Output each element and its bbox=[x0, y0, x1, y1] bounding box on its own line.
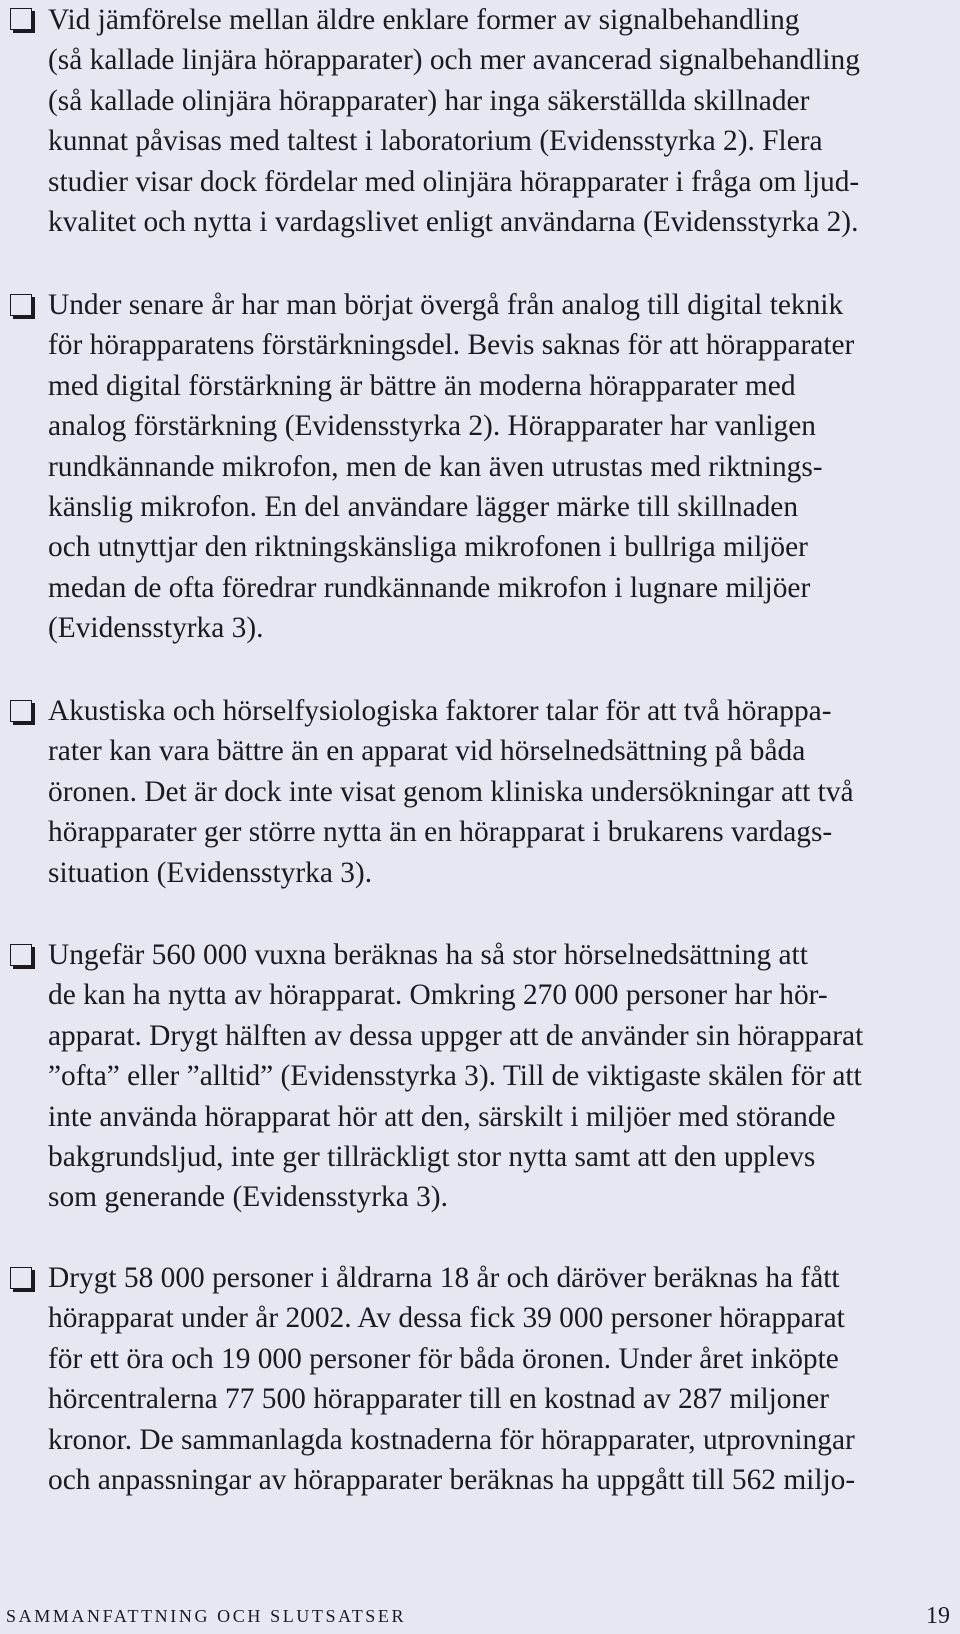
text-line: Under senare år har man börjat övergå från analog till digital teknik bbox=[48, 289, 844, 321]
text-line: hörapparater ger större nytta än en hörapparat i brukarens vardags- bbox=[48, 816, 833, 849]
text-line: och anpassningar av hörapparater beräknas ha uppgått till 562 miljo- bbox=[48, 1464, 856, 1497]
checkbox-icon bbox=[10, 294, 32, 316]
text-line: öronen. Det är dock inte visat genom kliniska undersökningar att två bbox=[48, 775, 854, 808]
text-line: inte använda hörapparat hör att den, särskilt i miljöer med störande bbox=[48, 1100, 836, 1133]
text-line: de kan ha nytta av hörapparat. Omkring 270 000 personer har hör- bbox=[48, 979, 828, 1012]
text-line: medan de ofta föredrar rundkännande mikrofon i lugnare miljöer bbox=[48, 571, 811, 604]
text-line: kunnat påvisas med taltest i laboratorium (Evidensstyrka 2). Flera bbox=[48, 125, 823, 158]
text-line: studier visar dock fördelar med olinjära hörapparater i fråga om ljud- bbox=[48, 165, 860, 198]
text-line: Ungefär 560 000 vuxna beräknas ha så stor hörselnedsättning att bbox=[48, 939, 808, 971]
bullet-text bbox=[48, 935, 953, 1218]
checkbox-icon bbox=[10, 1267, 32, 1289]
text-line: kvalitet och nytta i vardagslivet enligt användarna (Evidensstyrka 2). bbox=[48, 206, 859, 239]
running-head: SAMMANFATTNING OCH SLUTSATSER bbox=[6, 1606, 407, 1626]
checkbox-icon bbox=[10, 8, 32, 30]
text-line: apparat. Drygt hälften av dessa uppger att de använder sin hörapparat bbox=[48, 1019, 864, 1052]
text-line: för hörapparatens förstärkningsdel. Bevis saknas för att hörapparater bbox=[48, 329, 855, 362]
checkbox-icon bbox=[10, 944, 32, 966]
bullet-text bbox=[48, 1258, 953, 1500]
bullet-text bbox=[48, 285, 953, 649]
page-footer bbox=[0, 1601, 960, 1631]
text-line: Drygt 58 000 personer i åldrarna 18 år och däröver beräknas ha fått bbox=[48, 1262, 840, 1294]
text-line: och utnyttjar den riktningskänsliga mikrofonen i bullriga miljöer bbox=[48, 531, 808, 564]
text-line: bakgrundsljud, inte ger tillräckligt stor nytta samt att den upplevs bbox=[48, 1141, 816, 1174]
text-line: för ett öra och 19 000 personer för båda öronen. Under året inköpte bbox=[48, 1342, 839, 1375]
bullet-text bbox=[48, 691, 953, 893]
text-line: Vid jämförelse mellan äldre enklare former av signalbehandling bbox=[48, 4, 800, 36]
text-line: hörcentralerna 77 500 hörapparater till en kostnad av 287 miljoner bbox=[48, 1383, 830, 1416]
checkbox-icon bbox=[10, 700, 32, 722]
text-line: rater kan vara bättre än en apparat vid hörselnedsättning på båda bbox=[48, 735, 806, 768]
page-number: 19 bbox=[926, 1603, 950, 1629]
text-line: kronor. De sammanlagda kostnaderna för hörapparater, utprovningar bbox=[48, 1423, 855, 1456]
bullet-text bbox=[48, 0, 953, 242]
text-line: Akustiska och hörselfysiologiska faktorer talar för att två hörappa- bbox=[48, 695, 832, 727]
text-line: (så kallade linjära hörapparater) och mer avancerad signalbehandling bbox=[48, 44, 860, 77]
text-line: situation (Evidensstyrka 3). bbox=[48, 856, 373, 889]
text-line: som generande (Evidensstyrka 3). bbox=[48, 1181, 448, 1214]
text-line: (så kallade olinjära hörapparater) har inga säkerställda skillnader bbox=[48, 84, 810, 117]
text-line: ”ofta” eller ”alltid” (Evidensstyrka 3). Till de viktigaste skälen för att bbox=[48, 1060, 862, 1093]
text-line: analog förstärkning (Evidensstyrka 2). Hörapparater har vanligen bbox=[48, 410, 816, 443]
text-line: känslig mikrofon. En del användare lägger märke till skillnaden bbox=[48, 491, 799, 524]
text-line: med digital förstärkning är bättre än moderna hörapparater med bbox=[48, 369, 796, 402]
text-line: hörapparat under år 2002. Av dessa fick 39 000 personer hörapparat bbox=[48, 1302, 845, 1335]
text-line: rundkännande mikrofon, men de kan även utrustas med riktnings- bbox=[48, 450, 823, 483]
text-line: (Evidensstyrka 3). bbox=[48, 612, 264, 645]
